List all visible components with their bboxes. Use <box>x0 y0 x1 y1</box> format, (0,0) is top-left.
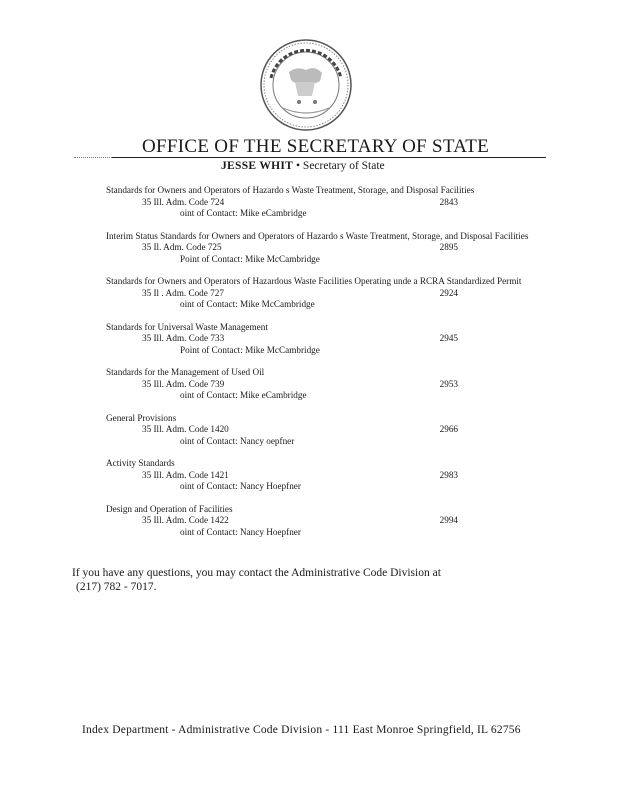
entry-contact: oint of Contact: Nancy Hoepfner <box>180 481 301 491</box>
contact-note-line: If you have any questions, you may contact the Administrative Code Division at <box>72 567 441 579</box>
entry-contact: oint of Contact: Nancy oepfner <box>180 435 295 446</box>
list-item <box>106 458 546 493</box>
entry-page: 2843 <box>439 196 458 207</box>
list-item <box>106 322 546 357</box>
entry-contact: Point of Contact: Mike McCambridge <box>180 344 320 355</box>
entry-contact: oint of Contact: Nancy Hoepfner <box>180 526 301 537</box>
secretary-name: JESSE WHIT <box>221 160 294 172</box>
entry-code: 35 Ill. Adm. Code 733 2945 <box>142 333 458 343</box>
entry-contact: oint of Contact: Mike eCambridge <box>180 390 307 400</box>
contact-phone: (217) 782 - 7017. <box>76 581 157 593</box>
entry-contact: Point of Contact: Mike McCambridge <box>180 253 320 264</box>
entry-title: Standards for Owners and Operators of Hazardo s Waste Treatment, Storage, and Disposal Facilities <box>106 185 475 195</box>
entry-contact: oint of Contact: Mike eCambridge <box>180 208 307 218</box>
rulemaking-list <box>106 185 546 549</box>
entry-page: 2966 <box>439 424 458 434</box>
office-title: OFFICE OF THE SECRETARY OF STATE <box>142 136 490 157</box>
contact-note <box>72 566 492 594</box>
title-rule-left <box>74 157 112 158</box>
state-seal-icon <box>259 38 353 132</box>
entry-title: Activity Standards <box>106 458 175 468</box>
list-item <box>106 504 546 539</box>
entry-title: General Provisions <box>106 412 177 423</box>
list-item <box>106 276 546 311</box>
entry-page: 2945 <box>439 333 458 343</box>
entry-code: 35 Ill. Adm. Code 1421 2983 <box>142 469 458 480</box>
entry-page: 2924 <box>439 287 458 298</box>
page-footer: Index Department - Administrative Code Division - 111 East Monroe Springfield, IL 62756 <box>82 724 521 736</box>
entry-page: 2983 <box>439 469 458 480</box>
entry-contact: oint of Contact: Mike McCambridge <box>180 299 315 309</box>
entry-title: Standards for Universal Waste Management <box>106 321 268 332</box>
entry-code: 35 Ill. Adm. Code 724 2843 <box>142 196 458 207</box>
entry-page: 2994 <box>439 515 458 525</box>
entry-page: 2895 <box>439 242 458 252</box>
entry-title: Standards for the Management of Used Oil <box>106 367 265 377</box>
entry-code: 35 Il . Adm. Code 727 2924 <box>142 287 458 298</box>
entry-title: Standards for Owners and Operators of Hazardous Waste Facilities Operating unde a RCRA Standardized Permit <box>106 276 522 286</box>
entry-code: 35 Ill. Adm. Code 1422 2994 <box>142 515 458 525</box>
entry-code: 35 Il. Adm. Code 725 2895 <box>142 242 458 252</box>
entry-code: 35 Ill. Adm. Code 1420 2966 <box>142 424 458 434</box>
entry-title: Interim Status Standards for Owners and Operators of Hazardo s Waste Treatment, Storage, and Disposal Facilities <box>106 230 529 241</box>
entry-page: 2953 <box>439 378 458 389</box>
list-item <box>106 231 546 266</box>
title-rule <box>112 157 546 158</box>
secretary-line <box>221 160 385 172</box>
entry-title: Design and Operation of Facilities <box>106 503 233 514</box>
secretary-role: • Secretary of State <box>296 160 385 172</box>
entry-code: 35 Ill. Adm. Code 739 2953 <box>142 378 458 389</box>
list-item <box>106 185 546 220</box>
list-item <box>106 367 546 402</box>
list-item <box>106 413 546 448</box>
